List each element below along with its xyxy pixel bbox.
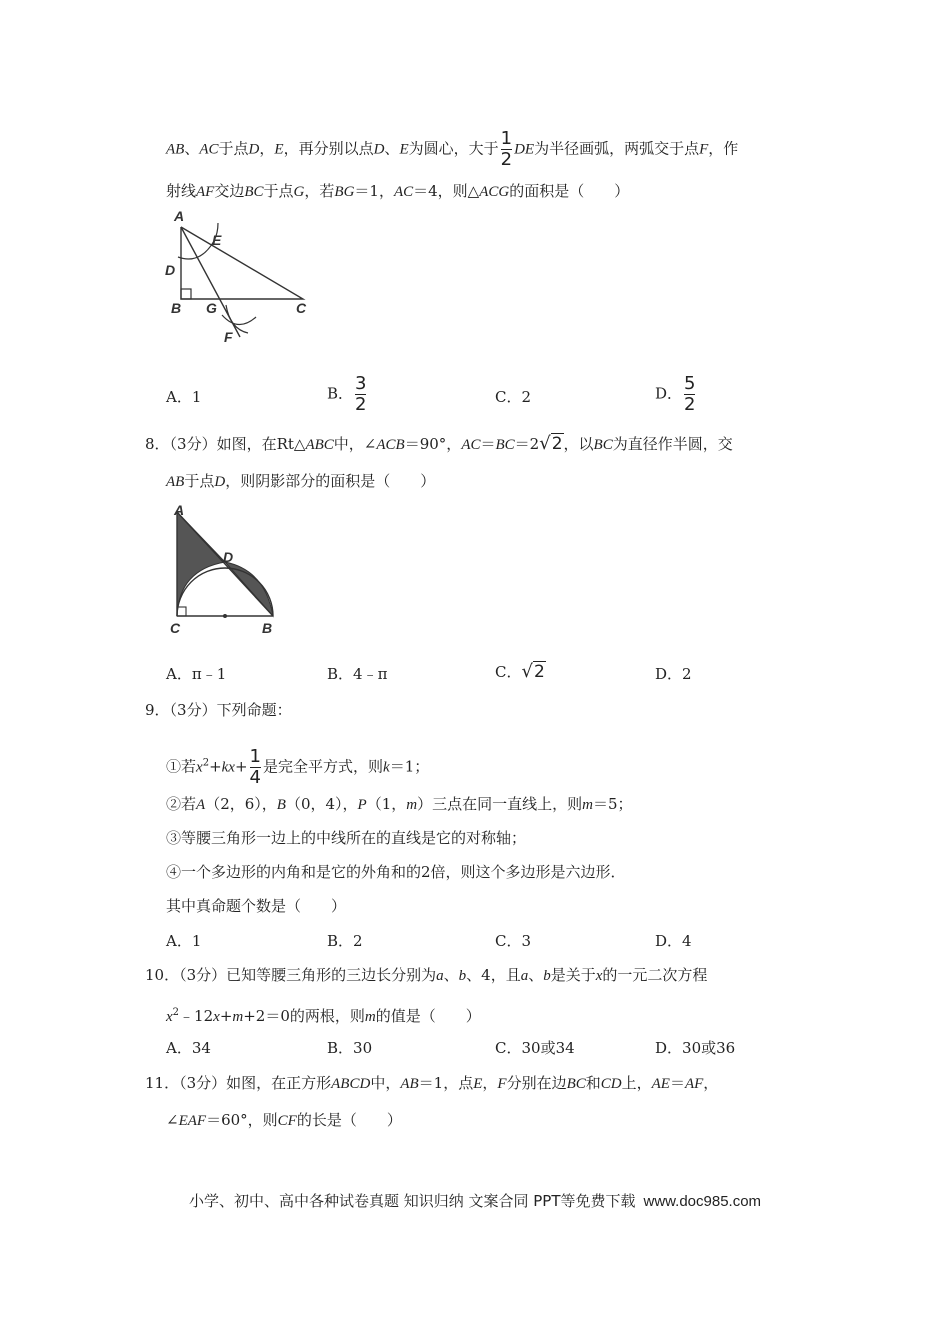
q9-item-4: ④一个多边形的内角和是它的外角和的2倍，则这个多边形是六边形． <box>166 863 626 881</box>
text: B <box>276 797 286 813</box>
superscript: 2 <box>202 757 210 769</box>
text: 为半径画弧，两弧交于点 <box>534 139 700 158</box>
frac-num: 1 <box>249 746 261 767</box>
center-point <box>223 614 227 618</box>
text: x <box>213 1009 220 1025</box>
text: 中，∠ <box>333 435 377 453</box>
q7-option-b[interactable] <box>327 375 368 414</box>
footer-text: 小学、初中、高中各种试卷真题 知识归纳 文案合同 PPT等免费下载 <box>188 1192 636 1210</box>
text: + <box>219 1007 233 1025</box>
q9-title: 9．（3分）下列命题： <box>145 701 292 719</box>
text: E <box>274 141 284 158</box>
text: 、 <box>384 139 400 158</box>
label-f: F <box>224 329 233 345</box>
text: CF <box>277 1113 297 1129</box>
text: AC <box>393 184 414 200</box>
q7-line-2 <box>166 181 629 202</box>
text: AB <box>166 141 185 158</box>
label-c: C <box>296 300 307 316</box>
right-angle-mark <box>177 607 186 616</box>
text: 的一元二次方程 <box>602 966 708 984</box>
triangle-abc <box>181 227 303 299</box>
text: ， <box>482 1074 498 1092</box>
q7-option-c[interactable]: C．2 <box>495 388 532 406</box>
text: ACB <box>376 437 405 453</box>
q10-line-1 <box>145 965 707 986</box>
text: 于点 <box>184 472 215 490</box>
text: ＝2 <box>514 435 540 453</box>
text: 为直径作半圆，交 <box>612 435 733 453</box>
text: + <box>234 757 248 776</box>
q9-option-c[interactable]: C．3 <box>495 932 532 950</box>
q8-option-b[interactable]: B．4﹣π <box>327 665 388 683</box>
text: BC <box>244 184 264 200</box>
text: A <box>196 797 206 813</box>
label-a: A <box>174 208 185 224</box>
q10-option-a[interactable]: A．34 <box>166 1039 211 1057</box>
label-a: A <box>174 502 185 518</box>
text: m <box>406 797 418 813</box>
text: D <box>214 474 226 490</box>
text: EAF <box>178 1113 207 1129</box>
text: E <box>399 141 409 158</box>
label-b: B <box>262 620 273 636</box>
option-letter: D． <box>655 384 683 403</box>
text: x <box>196 759 203 776</box>
text: ②若 <box>166 795 197 813</box>
text: kx <box>221 759 235 776</box>
text: ＝1， <box>354 182 394 200</box>
text: 的面积是（ ） <box>509 182 630 200</box>
q8-option-d[interactable]: D．2 <box>655 665 692 683</box>
text: BC <box>495 437 515 453</box>
text: ）三点在同一直线上，则 <box>417 795 583 813</box>
text: b <box>458 968 467 984</box>
text: + <box>209 757 222 776</box>
text: BG <box>334 184 355 200</box>
frac-num: 3 <box>355 373 367 394</box>
text: D <box>248 141 260 158</box>
text: ABC <box>305 437 334 453</box>
q10-line-2 <box>166 1003 481 1027</box>
text: k <box>383 759 390 776</box>
label-g: G <box>206 300 217 316</box>
text: ， <box>703 1074 719 1092</box>
text: m <box>582 797 593 813</box>
text: ﹣12 <box>179 1007 214 1025</box>
q7-option-a[interactable]: A．1 <box>166 388 202 406</box>
text: AB <box>400 1076 419 1092</box>
text: ＝4，则△ <box>413 182 480 200</box>
q10-option-d[interactable]: D．30或36 <box>655 1039 736 1057</box>
q8-line-1 <box>145 434 733 455</box>
text: AF <box>684 1076 704 1092</box>
text: （2，6）， <box>205 795 277 813</box>
q7-line-1 <box>166 130 738 169</box>
text: 10．（3分）已知等腰三角形的三边长分别为 <box>145 966 437 984</box>
text: 上， <box>621 1074 652 1092</box>
label-d: D <box>223 549 234 565</box>
text: ，作 <box>708 139 739 158</box>
arc-f-1 <box>222 315 256 325</box>
text: ，若 <box>304 182 335 200</box>
text: F <box>699 141 709 158</box>
text: 的长是（ ） <box>296 1111 402 1129</box>
text: 分别在边 <box>506 1074 567 1092</box>
frac-den: 2 <box>684 394 696 415</box>
label-c: C <box>170 620 181 636</box>
text: ＝5； <box>592 795 633 813</box>
text: 于点 <box>263 182 294 200</box>
frac-den: 2 <box>355 394 367 415</box>
text: BC <box>566 1076 586 1092</box>
footer-link[interactable]: www.doc985.com <box>643 1193 762 1210</box>
q11-line-2 <box>166 1110 402 1131</box>
text: F <box>497 1076 507 1092</box>
text: AF <box>196 184 215 200</box>
text: ＝1，点 <box>418 1074 474 1092</box>
fraction <box>250 748 261 787</box>
text: 是完全平方式，则 <box>263 757 384 776</box>
q11-line-1 <box>145 1073 718 1094</box>
fraction <box>684 375 695 414</box>
q7-figure-triangle <box>160 205 330 345</box>
text: 射线 <box>166 182 197 200</box>
fraction <box>501 130 512 169</box>
text: m <box>364 1009 376 1025</box>
radicand: 2 <box>533 662 545 682</box>
option-letter: B． <box>327 384 354 403</box>
text: ①若 <box>166 757 197 776</box>
q10-option-c[interactable]: C．30或34 <box>495 1039 575 1057</box>
text: 、 <box>184 139 200 158</box>
sqrt: √2 <box>539 433 563 454</box>
label-e: E <box>212 232 222 248</box>
text: 为圆心，大于 <box>408 139 499 158</box>
q9-option-b[interactable]: B．2 <box>327 932 363 950</box>
text: DE <box>514 141 535 158</box>
q8-option-a[interactable]: A．π﹣1 <box>166 665 227 683</box>
text: （1， <box>366 795 407 813</box>
radicand: 2 <box>551 434 563 454</box>
text: ＝90°， <box>404 435 462 453</box>
right-angle-mark <box>181 289 191 299</box>
text: ＝ <box>669 1074 685 1092</box>
text: 是关于 <box>550 966 596 984</box>
text: 8．（3分）如图，在Rt△ <box>145 435 306 453</box>
text: 、 <box>528 966 544 984</box>
text: 、 <box>443 966 459 984</box>
q7-option-d[interactable] <box>655 375 697 414</box>
text: AB <box>166 474 185 490</box>
q9-item-1 <box>166 748 429 787</box>
text: 、4，且 <box>466 966 521 984</box>
label-b: B <box>171 300 182 316</box>
label-d: D <box>165 262 176 278</box>
text: +2＝0的两根，则 <box>243 1007 365 1025</box>
text: D <box>373 141 385 158</box>
sqrt: √2 <box>521 661 545 682</box>
text: ，则阴影部分的面积是（ ） <box>225 472 436 490</box>
text: 的值是（ ） <box>375 1007 481 1025</box>
text: ACG <box>479 184 510 200</box>
text: ＝60°，则 <box>206 1111 278 1129</box>
option-letter: C． <box>495 663 522 681</box>
text: E <box>473 1076 483 1092</box>
q9-option-d[interactable]: D．4 <box>655 932 692 950</box>
text: a <box>436 968 444 984</box>
text: x <box>595 968 603 984</box>
q9-item-3: ③等腰三角形一边上的中线所在的直线是它的对称轴； <box>166 829 527 847</box>
fraction <box>355 375 366 414</box>
text: ∠ <box>166 1111 179 1129</box>
text: CD <box>600 1076 622 1092</box>
text: AC <box>461 437 481 453</box>
text: 交边 <box>214 182 245 200</box>
text: a <box>520 968 529 984</box>
text: b <box>543 968 551 984</box>
q9-ask: 其中真命题个数是（ ） <box>166 897 347 915</box>
text: 于点 <box>218 139 249 158</box>
shaded-region-left <box>177 512 225 616</box>
text: ＝1； <box>389 757 430 776</box>
text: AC <box>199 141 219 158</box>
frac-num: 1 <box>500 128 513 149</box>
frac-den: 4 <box>249 767 261 788</box>
q10-option-b[interactable]: B．30 <box>327 1039 373 1057</box>
text: ABCD <box>331 1076 371 1092</box>
q8-figure-semicircle <box>165 500 285 640</box>
text: P <box>357 797 367 813</box>
text: （0，4）， <box>285 795 358 813</box>
frac-den: 2 <box>500 149 513 170</box>
page-footer <box>0 1190 950 1211</box>
q8-line-2 <box>166 471 435 492</box>
text: 中， <box>370 1074 401 1092</box>
text: m <box>232 1009 244 1025</box>
q9-item-2 <box>166 794 633 815</box>
text: G <box>293 184 305 200</box>
q8-option-c[interactable] <box>495 662 546 682</box>
text: x <box>166 1009 173 1025</box>
q9-option-a[interactable]: A．1 <box>166 932 202 950</box>
text: ，以 <box>563 435 594 453</box>
text: 11．（3分）如图，在正方形 <box>145 1074 332 1092</box>
text: ， <box>259 139 275 158</box>
text: ，再分别以点 <box>283 139 374 158</box>
frac-num: 5 <box>684 373 696 394</box>
text: 和 <box>585 1074 601 1092</box>
text: BC <box>593 437 613 453</box>
text: AE <box>651 1076 670 1092</box>
text: ＝ <box>480 435 496 453</box>
superscript: 2 <box>172 1007 180 1018</box>
